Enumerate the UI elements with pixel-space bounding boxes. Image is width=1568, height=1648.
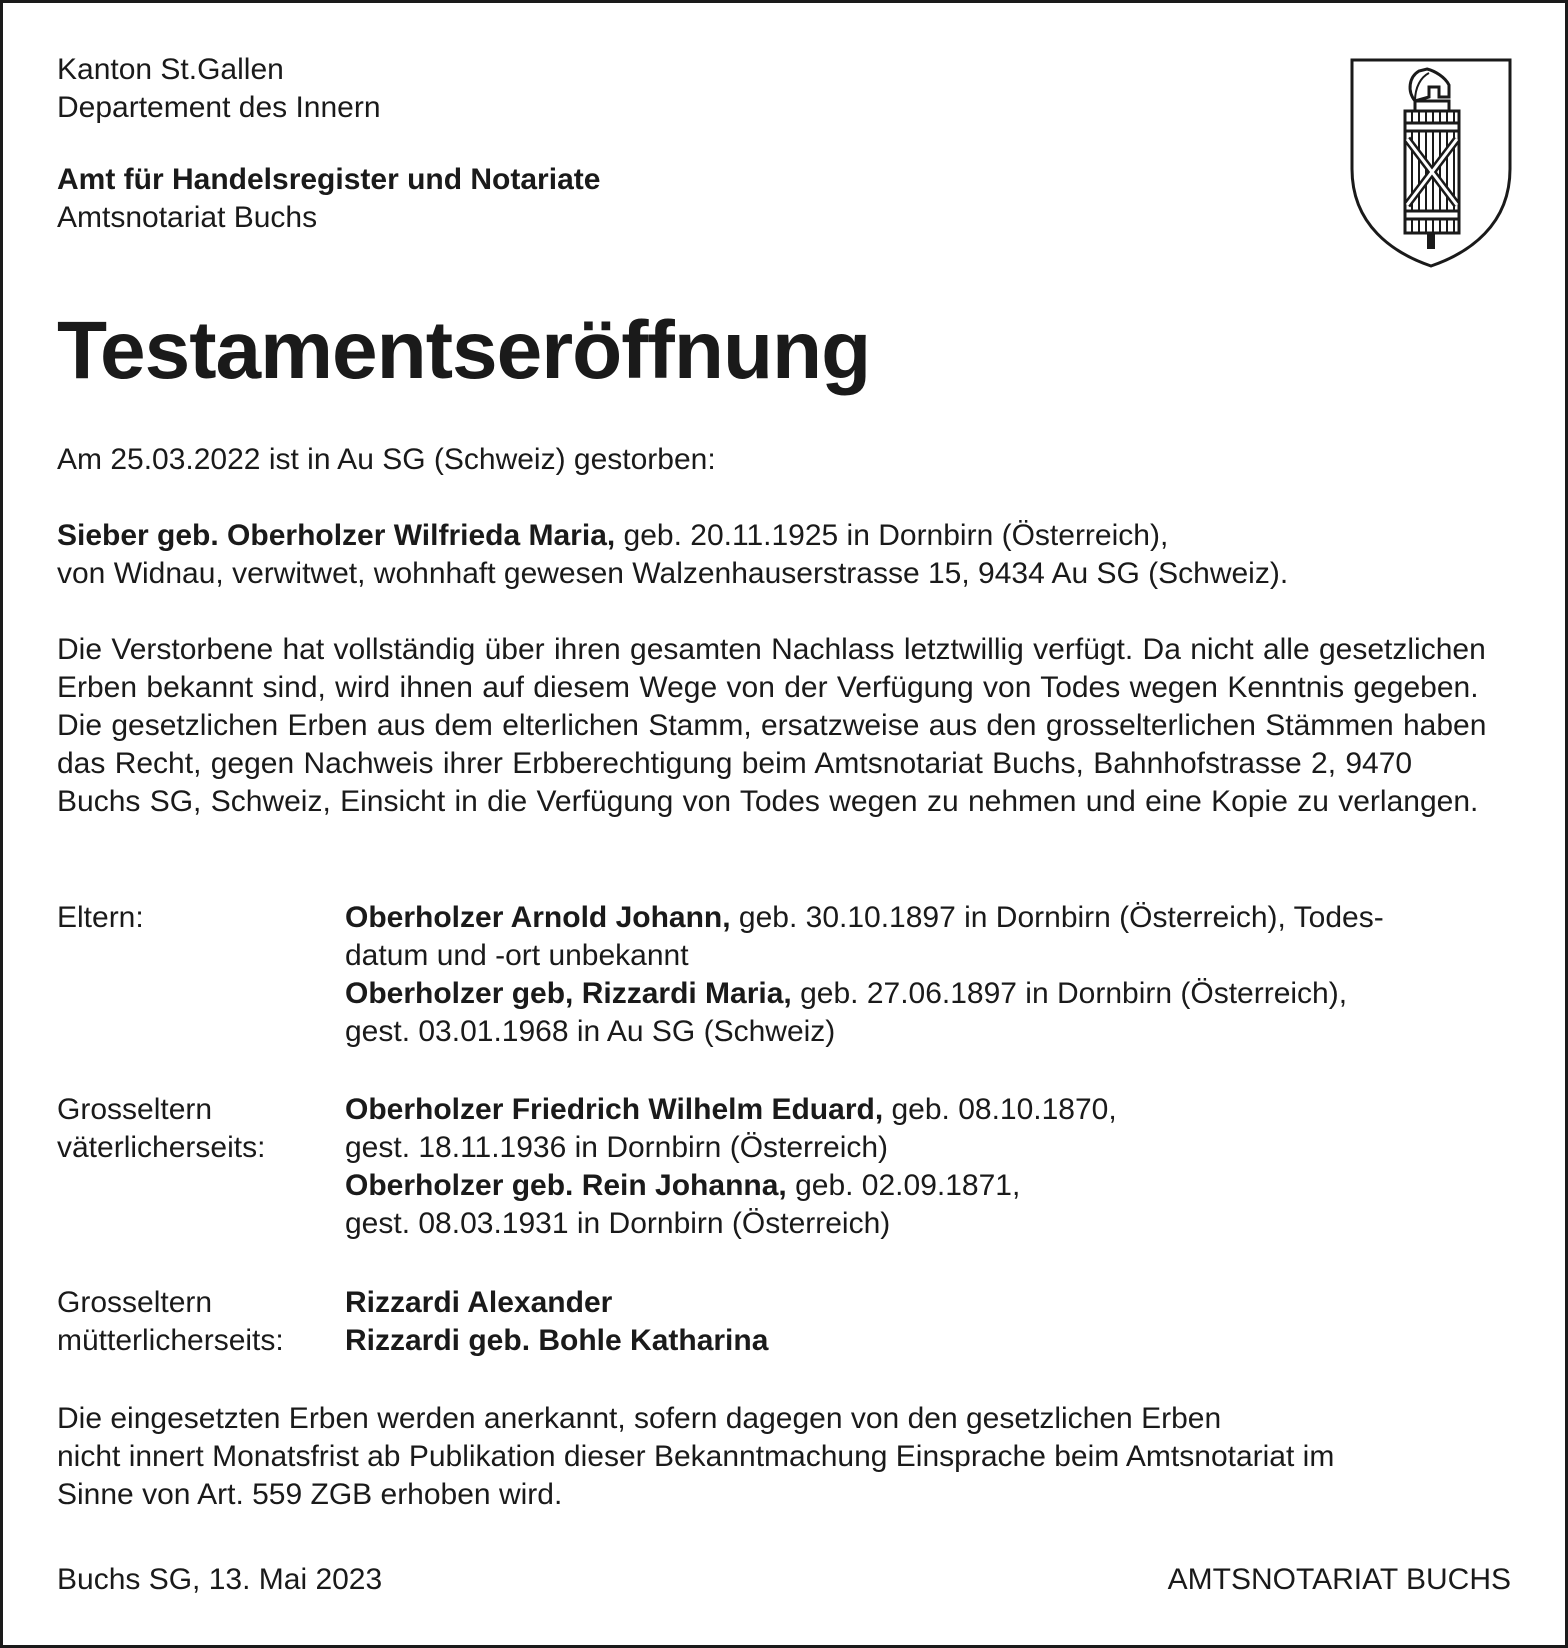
closing-line-1: Die eingesetzten Erben werden anerkannt, sofern dagegen von den gesetzlichen Erben <box>57 1402 1222 1435</box>
closing-paragraph <box>57 1400 1517 1514</box>
signature: AMTSNOTARIAT BUCHS <box>1167 1563 1511 1596</box>
deceased-name: Sieber geb. Oberholzer Wilfrieda Maria, <box>57 519 616 552</box>
parent-2-birth: geb. 27.06.1897 in Dornbirn (Österreich), <box>791 977 1348 1010</box>
closing-line-3: Sinne von Art. 559 ZGB erhoben wird. <box>57 1478 563 1511</box>
paternal-grandfather-birth: geb. 08.10.1870, <box>883 1093 1117 1126</box>
st-gallen-coat-of-arms-icon <box>1349 57 1513 269</box>
death-notice-text: Am 25.03.2022 ist in Au SG (Schweiz) gestorben: <box>57 443 716 476</box>
maternal-grandmother-name: Rizzardi geb. Bohle Katharina <box>345 1324 769 1357</box>
maternal-label-line2: mütterlicherseits: <box>57 1324 284 1357</box>
maternal-grandfather-name: Rizzardi Alexander <box>345 1286 613 1319</box>
paternal-grandmother-birth: geb. 02.09.1871, <box>786 1169 1021 1202</box>
paternal-grandfather-name: Oberholzer Friedrich Wilhelm Eduard, <box>345 1093 884 1126</box>
header <box>57 51 600 237</box>
department-name: Departement des Innern <box>57 91 381 124</box>
place-date: Buchs SG, 13. Mai 2023 <box>57 1563 383 1596</box>
paternal-label-line2: väterlicherseits: <box>57 1131 266 1164</box>
body-paragraph-text: Die Verstorbene hat vollständig über ihren gesamten Nachlass letztwillig verfügt. Da nicht alle gesetzlichen Erben bekannt sind, wird ihnen auf diesem Wege von der Verfügung von Todes wegen Kenntnis gegeben. Die gesetzlichen Erben aus dem elterlichen Stamm, ersatzweise aus den grosselterlichen Stämmen haben das Recht, gegen Nachweis ihrer Erbberechtigung beim Amtsnotariat Buchs, Bahnhofstrasse 2, 9470 Buchs SG, Schweiz, Einsicht in die Verfügung von Todes wegen zu nehmen und eine Kopie zu verlangen. <box>57 633 1487 818</box>
parent-1-name: Oberholzer Arnold Johann, <box>345 901 731 934</box>
maternal-label-line1: Grosseltern <box>57 1286 213 1319</box>
deceased-birth: geb. 20.11.1925 in Dornbirn (Österreich), <box>615 519 1169 552</box>
death-notice <box>57 441 1517 479</box>
canton-name: Kanton St.Gallen <box>57 53 284 86</box>
page-title: Testamentseröffnung <box>57 305 871 396</box>
parents-label: Eltern: <box>57 901 144 934</box>
deceased-residence: von Widnau, verwitwet, wohnhaft gewesen Walzenhauserstrasse 15, 9434 Au SG (Schweiz). <box>57 557 1289 590</box>
parent-2-name: Oberholzer geb, Rizzardi Maria, <box>345 977 792 1010</box>
paternal-label-line1: Grosseltern <box>57 1093 213 1126</box>
body-paragraph <box>57 631 1487 821</box>
paternal-grandmother-name: Oberholzer geb. Rein Johanna, <box>345 1169 787 1202</box>
parent-2-death: gest. 03.01.1968 in Au SG (Schweiz) <box>345 1015 836 1048</box>
closing-line-2: nicht innert Monatsfrist ab Publikation dieser Bekanntmachung Einsprache beim Amtsnotariat im <box>57 1440 1335 1473</box>
deceased-info <box>57 517 1517 593</box>
parent-1-death: datum und -ort unbekannt <box>345 939 689 972</box>
parent-1-birth: geb. 30.10.1897 in Dornbirn (Österreich), Todes- <box>730 901 1384 934</box>
office-name: Amt für Handelsregister und Notariate <box>57 163 601 196</box>
notary-office: Amtsnotariat Buchs <box>57 201 318 234</box>
paternal-grandfather-death: gest. 18.11.1936 in Dornbirn (Österreich) <box>345 1131 889 1164</box>
paternal-grandmother-death: gest. 08.03.1931 in Dornbirn (Österreich) <box>345 1207 891 1240</box>
